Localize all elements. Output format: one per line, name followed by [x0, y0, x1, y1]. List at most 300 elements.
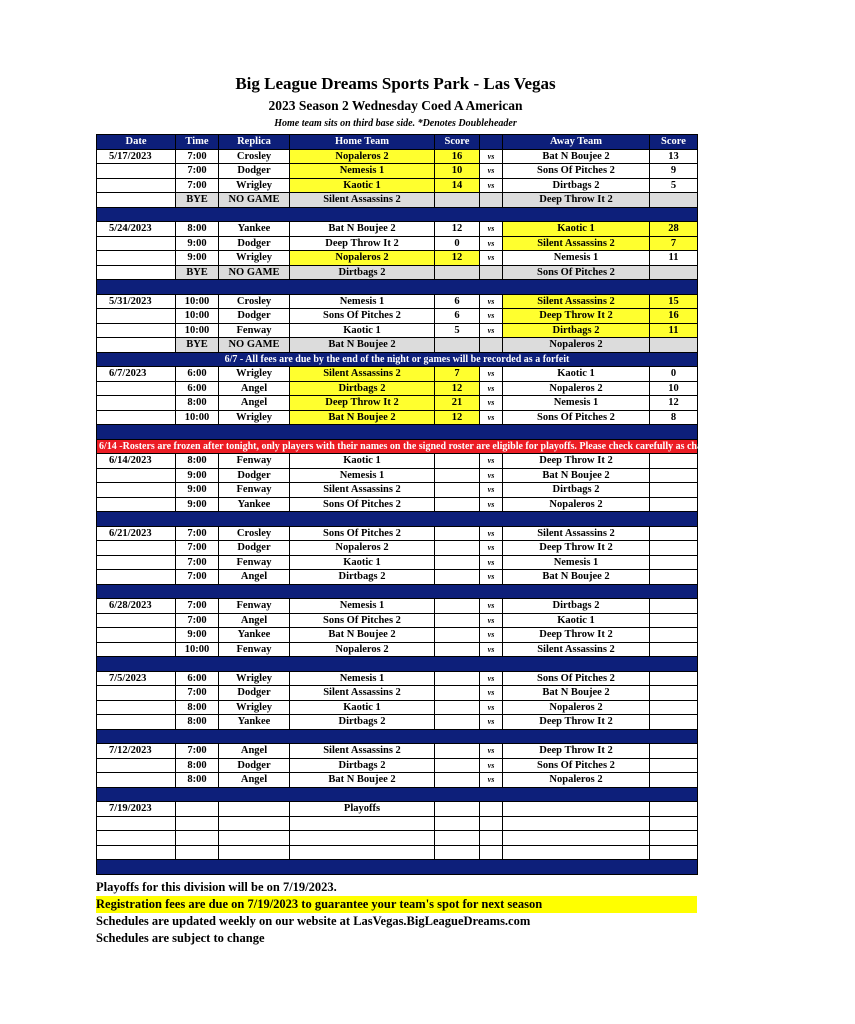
empty-cell	[480, 845, 503, 860]
time-cell: 7:00	[176, 555, 219, 570]
away-score-cell	[650, 338, 698, 353]
time-cell: 7:00	[176, 149, 219, 164]
week-separator	[97, 657, 698, 672]
roster-alert-row	[97, 439, 698, 454]
roster-alert-text: 6/14 -Rosters are frozen after tonight, only players with their names on the signed roster are eligible for playoffs. Please check carefully as changes will not be made for omissions.	[97, 439, 698, 454]
field-cell: Wrigley	[219, 251, 290, 266]
field-cell: Dodger	[219, 309, 290, 324]
table-row	[97, 686, 698, 701]
table-row	[97, 381, 698, 396]
field-cell: Dodger	[219, 468, 290, 483]
empty-cell	[176, 845, 219, 860]
home-team-cell: Dirtbags 2	[290, 265, 435, 280]
away-team-cell: Nopaleros 2	[503, 381, 650, 396]
vs-cell: vs	[480, 744, 503, 759]
vs-cell: vs	[480, 613, 503, 628]
home-score-cell	[435, 700, 480, 715]
vs-cell: vs	[480, 758, 503, 773]
table-row	[97, 613, 698, 628]
away-score-cell	[650, 483, 698, 498]
field-cell: Angel	[219, 744, 290, 759]
col-header-away-score: Score	[650, 135, 698, 150]
date-cell	[97, 686, 176, 701]
time-cell: 7:00	[176, 599, 219, 614]
col-header-away-team: Away Team	[503, 135, 650, 150]
col-header-vs	[480, 135, 503, 150]
away-team-cell: Dirtbags 2	[503, 599, 650, 614]
away-score-cell	[650, 744, 698, 759]
vs-cell: vs	[480, 599, 503, 614]
week-separator	[97, 584, 698, 599]
schedule-table	[96, 134, 855, 875]
home-score-cell: 6	[435, 309, 480, 324]
away-team-cell: Nopaleros 2	[503, 773, 650, 788]
home-score-cell	[435, 338, 480, 353]
empty-row	[97, 845, 698, 860]
date-cell: 6/14/2023	[97, 454, 176, 469]
time-cell: 7:00	[176, 526, 219, 541]
field-cell: NO GAME	[219, 338, 290, 353]
away-team-cell: Bat N Boujee 2	[503, 686, 650, 701]
footer-registration-note: Registration fees are due on 7/19/2023 to guarantee your team's spot for next season	[96, 896, 697, 913]
away-team-cell: Sons Of Pitches 2	[503, 758, 650, 773]
date-cell	[97, 410, 176, 425]
home-score-cell	[435, 468, 480, 483]
away-team-cell: Nopaleros 2	[503, 497, 650, 512]
bye-row	[97, 265, 698, 280]
date-cell: 7/5/2023	[97, 671, 176, 686]
table-row	[97, 468, 698, 483]
date-cell	[97, 265, 176, 280]
field-cell: Angel	[219, 613, 290, 628]
away-team-cell: Deep Throw It 2	[503, 193, 650, 208]
date-cell	[97, 715, 176, 730]
vs-cell: vs	[480, 497, 503, 512]
home-team-cell: Silent Assassins 2	[290, 367, 435, 382]
away-score-cell	[650, 715, 698, 730]
table-row	[97, 628, 698, 643]
vs-cell: vs	[480, 671, 503, 686]
away-team-cell: Deep Throw It 2	[503, 541, 650, 556]
vs-cell: vs	[480, 236, 503, 251]
table-row	[97, 555, 698, 570]
away-score-cell	[650, 758, 698, 773]
empty-row	[97, 831, 698, 846]
field-cell: Yankee	[219, 222, 290, 237]
week-separator	[97, 207, 698, 222]
vs-cell: vs	[480, 410, 503, 425]
away-team-cell: Bat N Boujee 2	[503, 468, 650, 483]
away-score-cell	[650, 497, 698, 512]
date-cell	[97, 773, 176, 788]
empty-cell	[435, 845, 480, 860]
away-score-cell	[650, 642, 698, 657]
away-score-cell	[650, 541, 698, 556]
field-cell: Wrigley	[219, 367, 290, 382]
date-cell	[97, 178, 176, 193]
separator-cell	[97, 207, 698, 222]
table-row	[97, 149, 698, 164]
home-score-cell	[435, 686, 480, 701]
time-cell: 9:00	[176, 483, 219, 498]
week-separator	[97, 860, 698, 875]
vs-cell: vs	[480, 628, 503, 643]
away-team-cell: Nemesis 1	[503, 396, 650, 411]
empty-cell	[219, 845, 290, 860]
bye-row	[97, 338, 698, 353]
away-score-cell: 10	[650, 381, 698, 396]
vs-cell: vs	[480, 222, 503, 237]
table-row	[97, 236, 698, 251]
time-cell: BYE	[176, 265, 219, 280]
home-score-cell: 10	[435, 164, 480, 179]
home-team-cell: Sons Of Pitches 2	[290, 526, 435, 541]
date-cell	[97, 164, 176, 179]
away-team-cell: Deep Throw It 2	[503, 744, 650, 759]
table-row	[97, 164, 698, 179]
date-cell: 5/24/2023	[97, 222, 176, 237]
col-header-home-team: Home Team	[290, 135, 435, 150]
field-cell: Fenway	[219, 599, 290, 614]
footer-website-note: Schedules are updated weekly on our website at LasVegas.BigLeagueDreams.com	[96, 914, 531, 928]
away-team-cell: Dirtbags 2	[503, 483, 650, 498]
date-cell	[97, 483, 176, 498]
home-team-cell: Bat N Boujee 2	[290, 410, 435, 425]
time-cell: 10:00	[176, 323, 219, 338]
field-cell: NO GAME	[219, 265, 290, 280]
away-score-cell: 11	[650, 323, 698, 338]
time-cell: 8:00	[176, 773, 219, 788]
away-team-cell: Kaotic 1	[503, 613, 650, 628]
vs-cell: vs	[480, 164, 503, 179]
separator-cell	[97, 657, 698, 672]
home-team-cell: Dirtbags 2	[290, 715, 435, 730]
field-cell: Dodger	[219, 164, 290, 179]
home-score-cell	[435, 193, 480, 208]
field-cell: Yankee	[219, 628, 290, 643]
table-row	[97, 222, 698, 237]
date-cell	[97, 381, 176, 396]
away-score-cell	[650, 193, 698, 208]
empty-cell	[290, 831, 435, 846]
vs-cell: vs	[480, 715, 503, 730]
schedule-body	[97, 149, 855, 874]
empty-cell	[435, 816, 480, 831]
date-cell	[97, 236, 176, 251]
vs-cell: vs	[480, 251, 503, 266]
vs-cell: vs	[480, 526, 503, 541]
week-separator	[97, 425, 698, 440]
home-score-cell: 12	[435, 251, 480, 266]
separator-cell	[97, 280, 698, 295]
table-row	[97, 396, 698, 411]
table-row	[97, 454, 698, 469]
home-team-cell: Nopaleros 2	[290, 541, 435, 556]
away-score-cell: 5	[650, 178, 698, 193]
home-score-cell: 0	[435, 236, 480, 251]
field-cell: Wrigley	[219, 700, 290, 715]
home-team-cell: Bat N Boujee 2	[290, 628, 435, 643]
page-subtitle: 2023 Season 2 Wednesday Coed A American	[268, 98, 523, 113]
home-team-cell: Sons Of Pitches 2	[290, 497, 435, 512]
away-score-cell	[650, 526, 698, 541]
away-score-cell	[650, 802, 698, 817]
vs-cell: vs	[480, 454, 503, 469]
table-row	[97, 309, 698, 324]
time-cell: 8:00	[176, 222, 219, 237]
away-score-cell	[650, 454, 698, 469]
time-cell: 8:00	[176, 454, 219, 469]
col-header-date: Date	[97, 135, 176, 150]
home-score-cell: 5	[435, 323, 480, 338]
away-score-cell: 28	[650, 222, 698, 237]
date-cell	[97, 396, 176, 411]
table-row	[97, 251, 698, 266]
home-team-cell: Nemesis 1	[290, 164, 435, 179]
field-cell: NO GAME	[219, 193, 290, 208]
field-cell: Fenway	[219, 323, 290, 338]
home-score-cell	[435, 628, 480, 643]
home-score-cell	[435, 265, 480, 280]
time-cell: 8:00	[176, 715, 219, 730]
bye-row	[97, 193, 698, 208]
home-score-cell	[435, 773, 480, 788]
field-cell: Dodger	[219, 758, 290, 773]
col-header-home-score: Score	[435, 135, 480, 150]
time-cell: 8:00	[176, 758, 219, 773]
table-row	[97, 744, 698, 759]
vs-cell: vs	[480, 323, 503, 338]
separator-cell	[97, 860, 698, 875]
date-cell	[97, 541, 176, 556]
fee-notice-row	[97, 352, 698, 367]
field-cell: Crosley	[219, 149, 290, 164]
date-cell	[97, 555, 176, 570]
away-score-cell: 15	[650, 294, 698, 309]
away-team-cell: Deep Throw It 2	[503, 715, 650, 730]
home-score-cell	[435, 802, 480, 817]
time-cell: 6:00	[176, 671, 219, 686]
separator-cell	[97, 584, 698, 599]
away-score-cell	[650, 671, 698, 686]
away-score-cell: 7	[650, 236, 698, 251]
col-header-replica: Replica	[219, 135, 290, 150]
home-team-cell: Deep Throw It 2	[290, 236, 435, 251]
table-row	[97, 700, 698, 715]
home-team-cell: Nopaleros 2	[290, 642, 435, 657]
away-team-cell	[503, 802, 650, 817]
time-cell: 6:00	[176, 367, 219, 382]
empty-cell	[650, 816, 698, 831]
vs-cell: vs	[480, 570, 503, 585]
vs-cell: vs	[480, 642, 503, 657]
away-team-cell: Bat N Boujee 2	[503, 570, 650, 585]
separator-cell	[97, 512, 698, 527]
table-row	[97, 570, 698, 585]
date-cell	[97, 570, 176, 585]
field-cell: Angel	[219, 381, 290, 396]
vs-cell	[480, 338, 503, 353]
away-score-cell	[650, 700, 698, 715]
field-cell: Dodger	[219, 236, 290, 251]
date-cell	[97, 309, 176, 324]
week-separator	[97, 512, 698, 527]
vs-cell: vs	[480, 700, 503, 715]
home-team-cell: Silent Assassins 2	[290, 483, 435, 498]
table-row	[97, 294, 698, 309]
home-score-cell: 12	[435, 222, 480, 237]
field-cell: Fenway	[219, 483, 290, 498]
field-cell: Wrigley	[219, 410, 290, 425]
home-team-cell: Silent Assassins 2	[290, 686, 435, 701]
home-team-cell: Nemesis 1	[290, 468, 435, 483]
time-cell	[176, 802, 219, 817]
table-row	[97, 715, 698, 730]
home-score-cell	[435, 497, 480, 512]
separator-cell	[97, 787, 698, 802]
vs-cell: vs	[480, 468, 503, 483]
away-score-cell	[650, 599, 698, 614]
time-cell: 8:00	[176, 396, 219, 411]
away-team-cell: Silent Assassins 2	[503, 642, 650, 657]
away-team-cell: Silent Assassins 2	[503, 236, 650, 251]
away-team-cell: Silent Assassins 2	[503, 294, 650, 309]
empty-cell	[480, 831, 503, 846]
home-team-cell: Bat N Boujee 2	[290, 222, 435, 237]
fee-notice-text: 6/7 - All fees are due by the end of the night or games will be recorded as a forfeit	[97, 352, 698, 367]
time-cell: 7:00	[176, 178, 219, 193]
time-cell: 9:00	[176, 468, 219, 483]
time-cell: BYE	[176, 338, 219, 353]
away-team-cell: Dirtbags 2	[503, 323, 650, 338]
date-cell: 7/19/2023	[97, 802, 176, 817]
empty-cell	[650, 831, 698, 846]
field-cell: Wrigley	[219, 671, 290, 686]
date-cell: 6/28/2023	[97, 599, 176, 614]
date-cell	[97, 251, 176, 266]
date-cell: 6/7/2023	[97, 367, 176, 382]
away-team-cell: Nopaleros 2	[503, 700, 650, 715]
home-score-cell	[435, 555, 480, 570]
page-title: Big League Dreams Sports Park - Las Vegas	[235, 74, 556, 93]
table-header	[97, 135, 698, 150]
away-score-cell	[650, 555, 698, 570]
empty-cell	[480, 816, 503, 831]
home-score-cell	[435, 613, 480, 628]
field-cell: Dodger	[219, 541, 290, 556]
date-cell	[97, 338, 176, 353]
table-row	[97, 367, 698, 382]
time-cell: 9:00	[176, 497, 219, 512]
home-team-cell: Sons Of Pitches 2	[290, 613, 435, 628]
field-cell: Wrigley	[219, 178, 290, 193]
vs-cell: vs	[480, 396, 503, 411]
vs-cell: vs	[480, 149, 503, 164]
away-team-cell: Kaotic 1	[503, 367, 650, 382]
home-team-cell: Nemesis 1	[290, 599, 435, 614]
empty-cell	[503, 816, 650, 831]
away-score-cell: 0	[650, 367, 698, 382]
away-score-cell: 8	[650, 410, 698, 425]
time-cell: 7:00	[176, 686, 219, 701]
home-team-cell: Dirtbags 2	[290, 381, 435, 396]
away-score-cell	[650, 686, 698, 701]
empty-cell	[290, 816, 435, 831]
empty-row	[97, 816, 698, 831]
footer-change-note: Schedules are subject to change	[96, 931, 265, 945]
home-score-cell	[435, 483, 480, 498]
home-score-cell: 14	[435, 178, 480, 193]
away-score-cell: 13	[650, 149, 698, 164]
field-cell: Fenway	[219, 642, 290, 657]
home-team-cell: Silent Assassins 2	[290, 193, 435, 208]
vs-cell: vs	[480, 773, 503, 788]
field-cell: Yankee	[219, 497, 290, 512]
field-cell: Fenway	[219, 555, 290, 570]
table-row	[97, 323, 698, 338]
vs-cell: vs	[480, 555, 503, 570]
date-cell	[97, 468, 176, 483]
vs-cell: vs	[480, 483, 503, 498]
empty-cell	[97, 845, 176, 860]
time-cell: 9:00	[176, 251, 219, 266]
away-score-cell	[650, 265, 698, 280]
home-score-cell: 12	[435, 410, 480, 425]
vs-cell	[480, 265, 503, 280]
home-score-cell	[435, 758, 480, 773]
time-cell: 7:00	[176, 541, 219, 556]
empty-cell	[176, 816, 219, 831]
date-cell: 5/31/2023	[97, 294, 176, 309]
home-team-cell: Nopaleros 2	[290, 149, 435, 164]
home-team-cell: Kaotic 1	[290, 555, 435, 570]
home-team-cell: Dirtbags 2	[290, 758, 435, 773]
vs-cell	[480, 802, 503, 817]
away-team-cell: Silent Assassins 2	[503, 526, 650, 541]
empty-cell	[176, 831, 219, 846]
field-cell: Yankee	[219, 715, 290, 730]
home-score-cell	[435, 570, 480, 585]
home-team-cell: Nemesis 1	[290, 671, 435, 686]
separator-cell	[97, 729, 698, 744]
vs-cell: vs	[480, 294, 503, 309]
home-team-cell: Kaotic 1	[290, 323, 435, 338]
table-row	[97, 541, 698, 556]
empty-cell	[97, 816, 176, 831]
away-team-cell: Nemesis 1	[503, 555, 650, 570]
home-team-cell: Nemesis 1	[290, 294, 435, 309]
away-team-cell: Deep Throw It 2	[503, 628, 650, 643]
away-score-cell	[650, 468, 698, 483]
footer-playoffs-note: Playoffs for this division will be on 7/19/2023.	[96, 880, 337, 894]
date-cell: 7/12/2023	[97, 744, 176, 759]
date-cell	[97, 193, 176, 208]
home-team-cell: Bat N Boujee 2	[290, 338, 435, 353]
date-cell	[97, 613, 176, 628]
field-cell: Dodger	[219, 686, 290, 701]
field-cell: Crosley	[219, 294, 290, 309]
time-cell: 7:00	[176, 744, 219, 759]
vs-cell	[480, 193, 503, 208]
empty-cell	[97, 831, 176, 846]
time-cell: 10:00	[176, 642, 219, 657]
vs-cell: vs	[480, 309, 503, 324]
away-team-cell: Kaotic 1	[503, 222, 650, 237]
home-team-cell: Kaotic 1	[290, 178, 435, 193]
home-score-cell	[435, 642, 480, 657]
away-team-cell: Sons Of Pitches 2	[503, 164, 650, 179]
vs-cell: vs	[480, 367, 503, 382]
